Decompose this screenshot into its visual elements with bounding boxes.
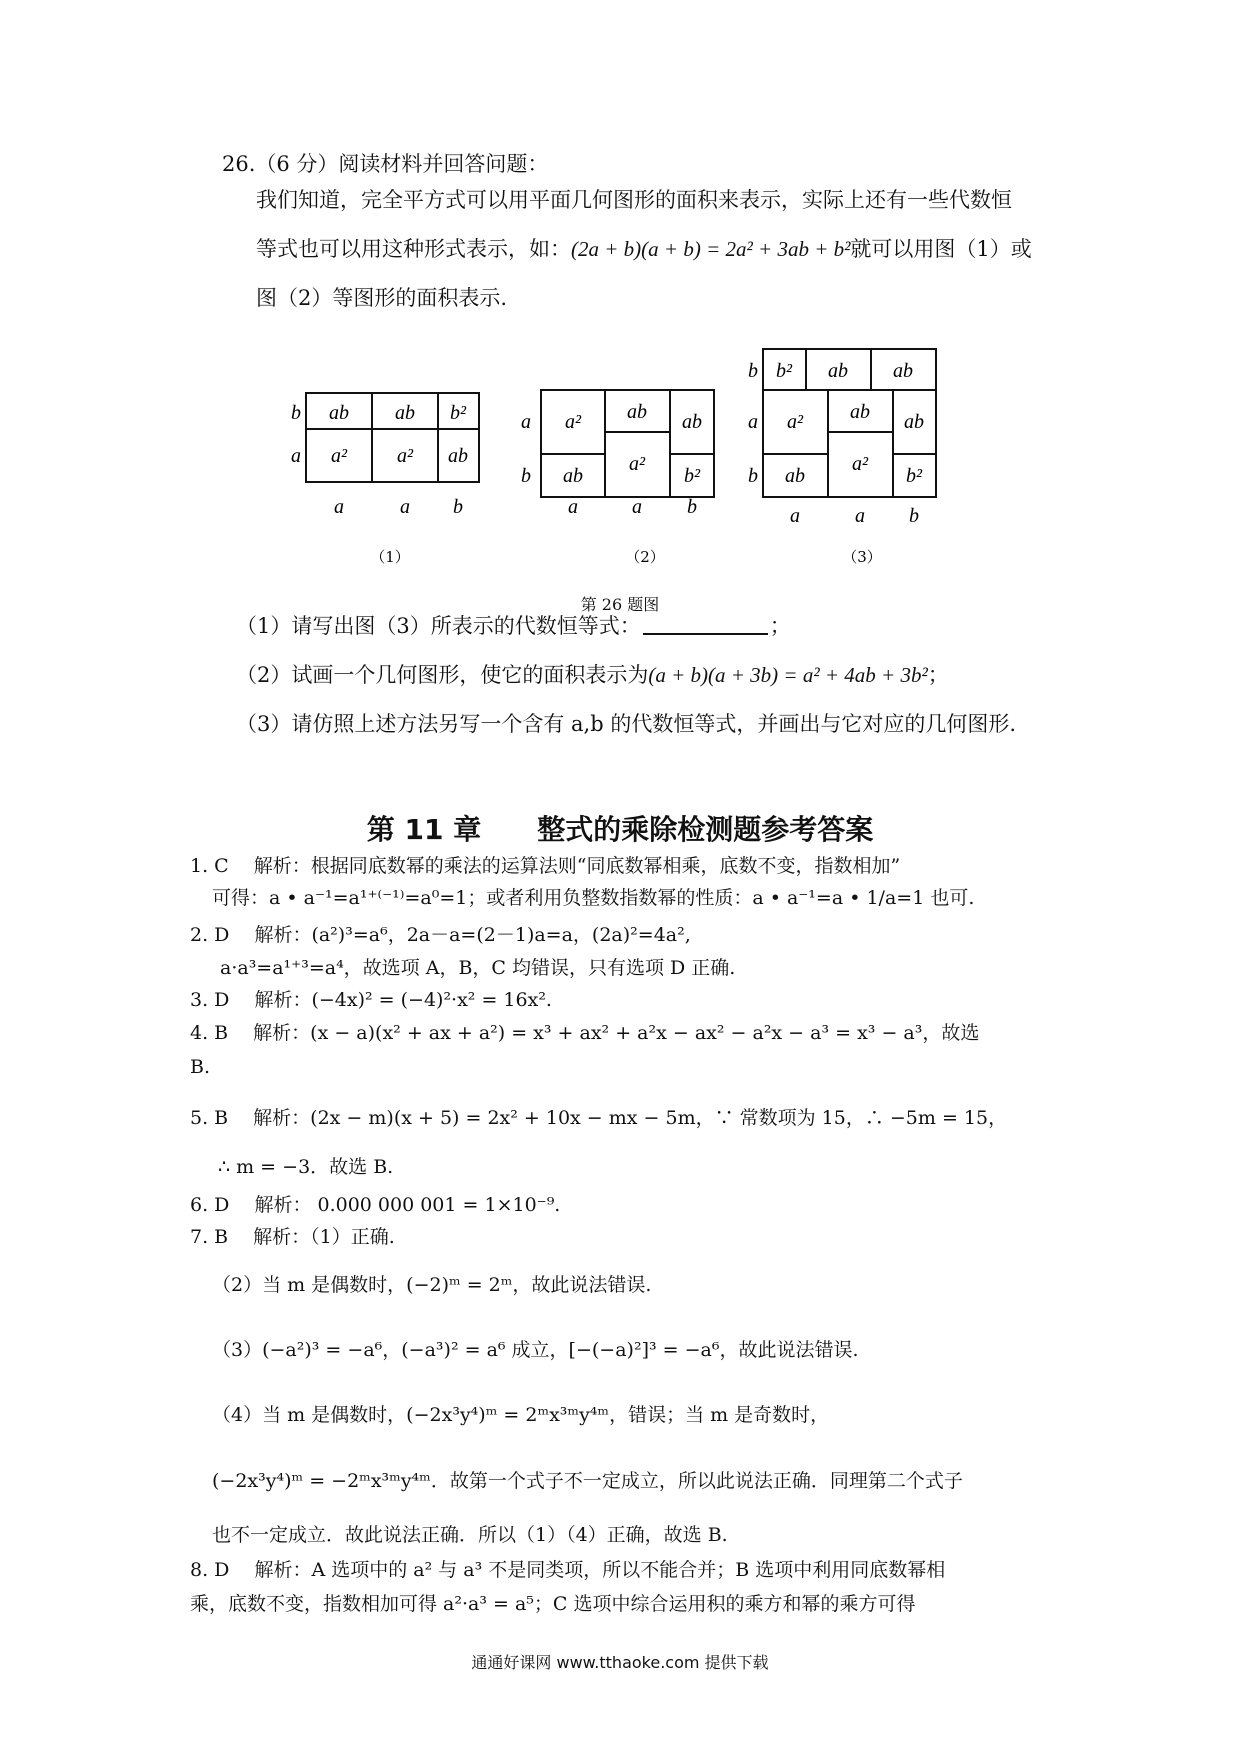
- figure-cell-label: a: [790, 505, 800, 527]
- answer-7-line-3: （3）(−a²)³ = −a⁶，(−a³)² = a⁶ 成立，[−(−a)²]³ = −a⁶，故此说法错误.: [212, 1339, 859, 1361]
- figure-cell-label: a²: [331, 445, 347, 467]
- answer-blank[interactable]: [643, 613, 768, 635]
- figure-cell-label: a: [568, 496, 578, 518]
- fig1-label: （1）: [370, 548, 410, 566]
- figure-cell-label: a²: [787, 411, 803, 433]
- figure-cell-label: ab: [904, 411, 924, 433]
- fig3-label: （3）: [842, 548, 882, 566]
- figure-cell-label: a: [748, 411, 758, 433]
- figure-cell-label: b: [453, 496, 463, 518]
- answer-2-line-2: a·a³=a¹⁺³=a⁴，故选项 A，B，C 均错误，只有选项 D 正确.: [220, 957, 736, 979]
- figure-cell-label: b²: [684, 465, 700, 487]
- figure-cell-label: b²: [450, 402, 466, 424]
- figure-cell-label: a²: [397, 445, 413, 467]
- figure-cell-label: b: [291, 402, 301, 424]
- figure-cell-label: ab: [448, 445, 468, 467]
- answer-1-line-2: 可得：a • a⁻¹=a¹⁺⁽⁻¹⁾=a⁰=1；或者利用负整数指数幂的性质：a • a⁻¹=a • 1/a=1 也可.: [212, 887, 975, 909]
- answer-5-line-1: 5. B 解析：(2x − m)(x + 5) = 2x² + 10x − mx − 5m，∵ 常数项为 15，∴ −5m = 15，: [190, 1107, 1008, 1129]
- figure-cell-label: b: [521, 465, 531, 487]
- figure-cell-label: ab: [329, 402, 349, 424]
- answers-title: 第 11 章 整式的乘除检测题参考答案: [366, 813, 874, 846]
- answer-8-line-1: 8. D 解析：A 选项中的 a² 与 a³ 不是同类项，所以不能合并；B 选项中利用同底数幂相: [190, 1559, 946, 1581]
- q26-sub-2: （2）试画一个几何图形，使它的面积表示为(a + b)(a + 3b) = a² + 4ab + 3b²；: [236, 663, 949, 687]
- q26-sub-1: （1）请写出图（3）所表示的代数恒等式： ；: [236, 614, 791, 638]
- answer-7-line-4: （4）当 m 是偶数时，(−2x³y⁴)ᵐ = 2ᵐx³ᵐy⁴ᵐ，错误；当 m 是奇数时，: [212, 1404, 830, 1426]
- figure-cell-label: ab: [893, 360, 913, 382]
- figure-cell-label: b²: [906, 465, 922, 487]
- q26-para-3: 图（2）等图形的面积表示.: [256, 286, 508, 310]
- answer-4-line-2: B.: [190, 1056, 211, 1078]
- figure-cell-label: ab: [563, 465, 583, 487]
- q26-formula: (2a + b)(a + b) = 2a² + 3ab + b²: [571, 237, 851, 261]
- figure-cell-label: a: [632, 496, 642, 518]
- footer-credit: 通通好课网 www.tthaoke.com 提供下载: [471, 1653, 769, 1672]
- answer-4-line-1: 4. B 解析：(x − a)(x² + ax + a²) = x³ + ax² + a²x − ax² − a²x − a³ = x³ − a³，故选: [190, 1022, 980, 1044]
- figure-cell-label: a: [521, 411, 531, 433]
- answer-7-line-2: （2）当 m 是偶数时，(−2)ᵐ = 2ᵐ，故此说法错误.: [212, 1274, 652, 1296]
- answer-6: 6. D 解析： 0.000 000 001 = 1×10⁻⁹.: [190, 1194, 561, 1216]
- q26-sub-3: （3）请仿照上述方法另写一个含有 a,b 的代数恒等式，并画出与它对应的几何图形.: [236, 712, 1017, 736]
- answer-3: 3. D 解析：(−4x)² = (−4)²·x² = 16x².: [190, 989, 552, 1011]
- figure-cell-label: ab: [395, 402, 415, 424]
- answer-2-line-1: 2. D 解析：(a²)³=a⁶，2a－a=(2－1)a=a，(2a)²=4a²,: [190, 924, 691, 946]
- figure-cell-label: b: [748, 465, 758, 487]
- figure-cell-label: ab: [627, 401, 647, 423]
- figure-cell-label: ab: [850, 401, 870, 423]
- q26-para-2: 等式也可以用这种形式表示，如：(2a + b)(a + b) = 2a² + 3ab + b²就可以用图（1）或: [256, 237, 1032, 261]
- answer-1-line-1: 1. C 解析：根据同底数幂的乘法的运算法则“同底数幂相乘，底数不变，指数相加”: [190, 855, 901, 877]
- answer-7-line-5: (−2x³y⁴)ᵐ = −2ᵐx³ᵐy⁴ᵐ．故第一个式子不一定成立，所以此说法正确．同理第二个式子: [212, 1470, 963, 1492]
- fig2-label: （2）: [625, 548, 665, 566]
- figure-cell-label: a: [291, 445, 301, 467]
- figure-cell-label: a: [855, 505, 865, 527]
- figure-cell-label: b: [909, 505, 919, 527]
- figure-cell-label: a: [400, 496, 410, 518]
- figure-cell-label: a²: [565, 411, 581, 433]
- q26-para-1: 我们知道，完全平方式可以用平面几何图形的面积来表示，实际上还有一些代数恒: [256, 188, 1012, 212]
- figure-caption: 第 26 题图: [580, 595, 660, 614]
- answer-7-line-1: 7. B 解析：（1）正确.: [190, 1226, 395, 1248]
- figure-cell-label: b: [748, 360, 758, 382]
- q26-header: 26.（6 分）阅读材料并回答问题：: [222, 152, 549, 176]
- figure-cell-label: ab: [682, 411, 702, 433]
- figure-cell-label: ab: [785, 465, 805, 487]
- answer-5-line-2: ∴ m = −3．故选 B.: [218, 1156, 394, 1178]
- figure-cell-label: a²: [629, 453, 645, 475]
- figure-cell-label: a²: [852, 453, 868, 475]
- figure-cell-label: ab: [828, 360, 848, 382]
- answer-8-line-2: 乘，底数不变，指数相加可得 a²·a³ = a⁵；C 选项中综合运用积的乘方和幂的乘方可得: [190, 1593, 916, 1615]
- q26-figures: [0, 340, 1240, 590]
- figure-cell-label: b²: [776, 360, 792, 382]
- figure-cell-label: b: [687, 496, 697, 518]
- answer-7-line-6: 也不一定成立．故此说法正确．所以（1）（4）正确，故选 B.: [212, 1524, 728, 1546]
- figure-cell-label: a: [334, 496, 344, 518]
